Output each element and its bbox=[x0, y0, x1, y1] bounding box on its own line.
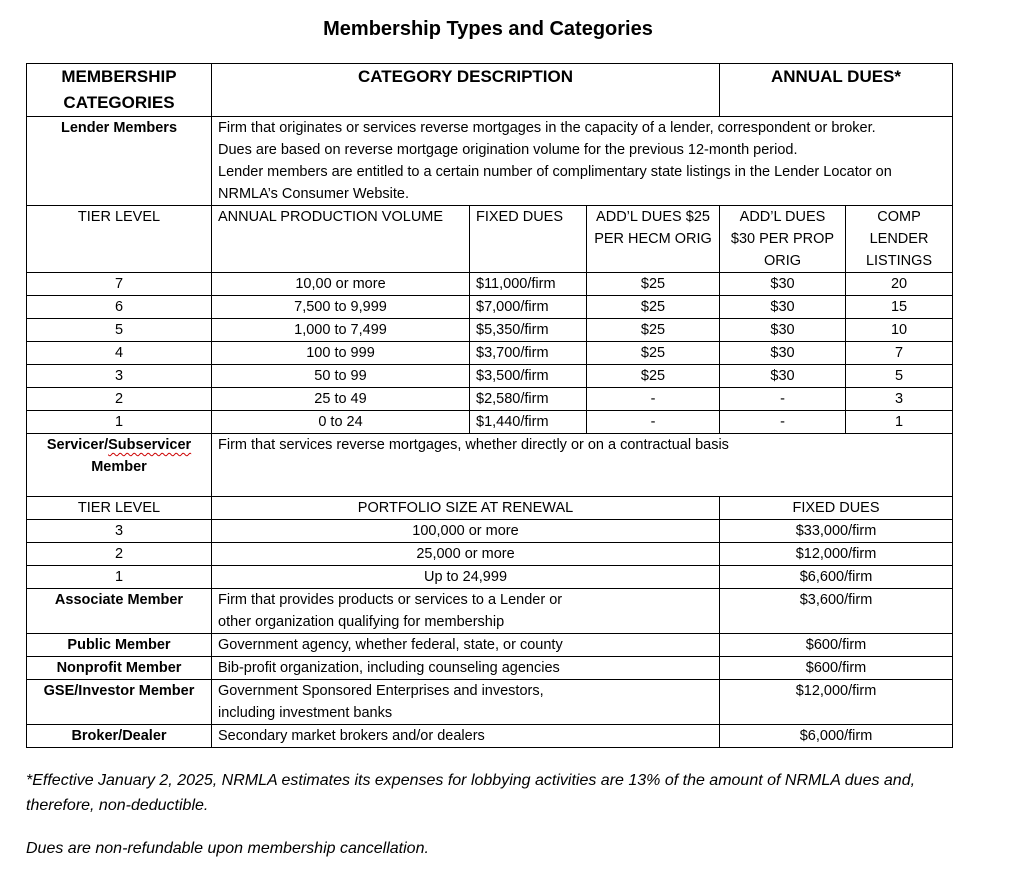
lender-tier-row bbox=[27, 319, 953, 342]
comp-listings-cell: 10 bbox=[846, 319, 953, 342]
membership-label: Associate Member bbox=[27, 589, 212, 634]
tier-cell: 3 bbox=[27, 365, 212, 388]
membership-dues: $600/firm bbox=[720, 634, 953, 657]
servicer-label-part: Subservicer bbox=[108, 437, 192, 453]
fixed-dues-cell: $3,700/firm bbox=[470, 342, 587, 365]
portfolio-cell: 25,000 or more bbox=[212, 543, 720, 566]
hecm-dues-cell: $25 bbox=[587, 365, 720, 388]
servicer-label-part: Servicer/ bbox=[46, 437, 109, 453]
membership-description bbox=[212, 657, 720, 680]
description-line: Government Sponsored Enterprises and investors, bbox=[218, 683, 544, 699]
servicer-column-headers bbox=[27, 497, 953, 520]
tier-cell: 5 bbox=[27, 319, 212, 342]
lender-row bbox=[27, 117, 953, 206]
membership-row bbox=[27, 634, 953, 657]
description-line: including investment banks bbox=[218, 705, 393, 721]
lender-tier-row bbox=[27, 365, 953, 388]
fixed-dues-cell: $1,440/firm bbox=[470, 411, 587, 434]
header-row bbox=[27, 64, 953, 117]
servicer-tier-row bbox=[27, 543, 953, 566]
volume-cell: 10,00 or more bbox=[212, 273, 470, 296]
comp-listings-cell: 7 bbox=[846, 342, 953, 365]
servicer-tier-row bbox=[27, 566, 953, 589]
tier-cell: 6 bbox=[27, 296, 212, 319]
membership-dues: $3,600/firm bbox=[720, 589, 953, 634]
footnote: *Effective January 2, 2025, NRMLA estimates its expenses for lobbying activities are 13% of the amount of NRMLA dues and, therefore, non-deductible. bbox=[26, 772, 916, 814]
page-title: Membership Types and Categories bbox=[323, 18, 653, 40]
membership-label: GSE/Investor Member bbox=[27, 680, 212, 725]
prop-dues-cell: - bbox=[720, 388, 846, 411]
membership-row bbox=[27, 589, 953, 634]
membership-label: Nonprofit Member bbox=[27, 657, 212, 680]
description-line: Firm that provides products or services to a Lender or bbox=[218, 592, 563, 608]
volume-cell: 7,500 to 9,999 bbox=[212, 296, 470, 319]
servicer-label bbox=[27, 434, 212, 497]
comp-listings-cell: 3 bbox=[846, 388, 953, 411]
comp-listings-cell: 1 bbox=[846, 411, 953, 434]
comp-header: COMP LENDER LISTINGS bbox=[846, 206, 953, 273]
description-line: Government agency, whether federal, state, or county bbox=[218, 637, 563, 653]
description-line: Bib-profit organization, including counseling agencies bbox=[218, 660, 560, 676]
prop-dues-cell: $30 bbox=[720, 342, 846, 365]
membership-table bbox=[26, 63, 953, 748]
membership-label: Broker/Dealer bbox=[27, 725, 212, 748]
lender-column-headers bbox=[27, 206, 953, 273]
hecm-dues-cell: - bbox=[587, 388, 720, 411]
hecm-dues-cell: $25 bbox=[587, 273, 720, 296]
membership-description bbox=[212, 680, 720, 725]
membership-description bbox=[212, 589, 720, 634]
tier-cell: 4 bbox=[27, 342, 212, 365]
tier-cell: 7 bbox=[27, 273, 212, 296]
fixed-dues-cell: $6,600/firm bbox=[720, 566, 953, 589]
lender-tier-row bbox=[27, 411, 953, 434]
lender-tier-row bbox=[27, 388, 953, 411]
description-line: other organization qualifying for membership bbox=[218, 614, 505, 630]
membership-row bbox=[27, 725, 953, 748]
description-header: CATEGORY DESCRIPTION bbox=[212, 64, 720, 117]
refund-note: Dues are non-refundable upon membership cancellation. bbox=[26, 840, 429, 857]
hecm-dues-cell: $25 bbox=[587, 296, 720, 319]
comp-listings-cell: 5 bbox=[846, 365, 953, 388]
volume-cell: 100 to 999 bbox=[212, 342, 470, 365]
prop-dues-cell: $30 bbox=[720, 319, 846, 342]
hecm-dues-cell: $25 bbox=[587, 319, 720, 342]
servicer-label-part: Member bbox=[91, 459, 147, 475]
fixed-dues-cell: $5,350/firm bbox=[470, 319, 587, 342]
lender-tier-row bbox=[27, 342, 953, 365]
dues-header: ANNUAL DUES* bbox=[720, 64, 953, 117]
servicer-description: Firm that services reverse mortgages, whether directly or on a contractual basis bbox=[212, 434, 953, 497]
membership-dues: $6,000/firm bbox=[720, 725, 953, 748]
membership-description bbox=[212, 725, 720, 748]
hecm-dues-cell: $25 bbox=[587, 342, 720, 365]
description-line: Secondary market brokers and/or dealers bbox=[218, 728, 485, 744]
portfolio-header: PORTFOLIO SIZE AT RENEWAL bbox=[212, 497, 720, 520]
servicer-tier-row bbox=[27, 520, 953, 543]
fixed-header: FIXED DUES bbox=[470, 206, 587, 273]
comp-listings-cell: 20 bbox=[846, 273, 953, 296]
lender-tier-row bbox=[27, 273, 953, 296]
lender-desc-line: Dues are based on reverse mortgage origination volume for the previous 12-month period. bbox=[218, 142, 798, 158]
fixed-dues-cell: $12,000/firm bbox=[720, 543, 953, 566]
hecm-header: ADD’L DUES $25 PER HECM ORIG bbox=[587, 206, 720, 273]
fixed-dues-cell: $33,000/firm bbox=[720, 520, 953, 543]
volume-cell: 0 to 24 bbox=[212, 411, 470, 434]
servicer-fixed-header: FIXED DUES bbox=[720, 497, 953, 520]
membership-row bbox=[27, 657, 953, 680]
volume-cell: 1,000 to 7,499 bbox=[212, 319, 470, 342]
fixed-dues-cell: $2,580/firm bbox=[470, 388, 587, 411]
lender-tier-row bbox=[27, 296, 953, 319]
tier-cell: 3 bbox=[27, 520, 212, 543]
prop-header: ADD’L DUES $30 PER PROP ORIG bbox=[720, 206, 846, 273]
categories-header: MEMBERSHIP CATEGORIES bbox=[27, 64, 212, 117]
tier-cell: 1 bbox=[27, 411, 212, 434]
tier-cell: 2 bbox=[27, 543, 212, 566]
volume-cell: 25 to 49 bbox=[212, 388, 470, 411]
volume-header: ANNUAL PRODUCTION VOLUME bbox=[212, 206, 470, 273]
comp-listings-cell: 15 bbox=[846, 296, 953, 319]
lender-desc-line: Lender members are entitled to a certain number of complimentary state listings in the Lender Locator on NRMLA’s Consumer Website. bbox=[218, 164, 892, 202]
membership-label: Public Member bbox=[27, 634, 212, 657]
servicer-tier-header: TIER LEVEL bbox=[27, 497, 212, 520]
tier-cell: 2 bbox=[27, 388, 212, 411]
membership-dues: $12,000/firm bbox=[720, 680, 953, 725]
servicer-row bbox=[27, 434, 953, 497]
tier-cell: 1 bbox=[27, 566, 212, 589]
prop-dues-cell: $30 bbox=[720, 296, 846, 319]
hecm-dues-cell: - bbox=[587, 411, 720, 434]
membership-dues: $600/firm bbox=[720, 657, 953, 680]
membership-row bbox=[27, 680, 953, 725]
lender-desc-line: Firm that originates or services reverse mortgages in the capacity of a lender, correspondent or broker. bbox=[218, 120, 876, 136]
volume-cell: 50 to 99 bbox=[212, 365, 470, 388]
portfolio-cell: 100,000 or more bbox=[212, 520, 720, 543]
portfolio-cell: Up to 24,999 bbox=[212, 566, 720, 589]
prop-dues-cell: - bbox=[720, 411, 846, 434]
lender-label: Lender Members bbox=[27, 117, 212, 206]
prop-dues-cell: $30 bbox=[720, 365, 846, 388]
prop-dues-cell: $30 bbox=[720, 273, 846, 296]
fixed-dues-cell: $11,000/firm bbox=[470, 273, 587, 296]
fixed-dues-cell: $7,000/firm bbox=[470, 296, 587, 319]
lender-description bbox=[212, 117, 953, 206]
membership-description bbox=[212, 634, 720, 657]
fixed-dues-cell: $3,500/firm bbox=[470, 365, 587, 388]
tier-header: TIER LEVEL bbox=[27, 206, 212, 273]
